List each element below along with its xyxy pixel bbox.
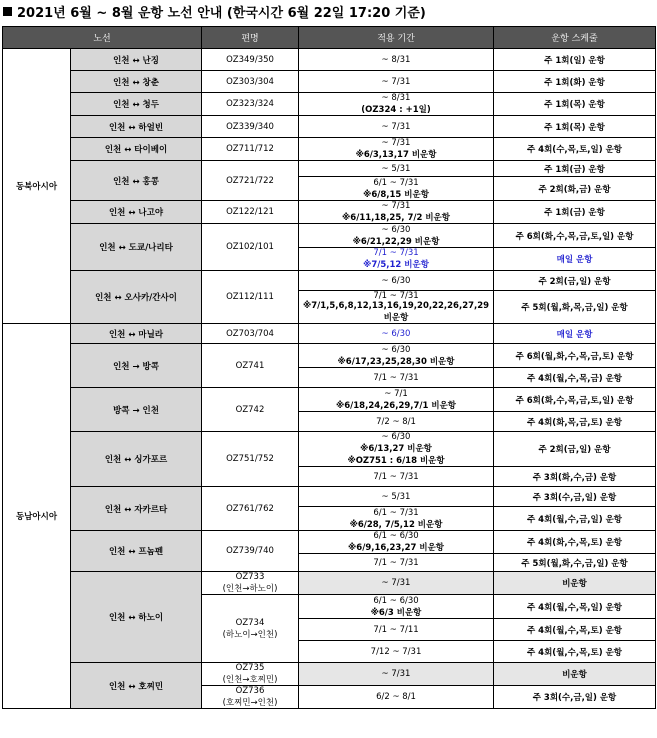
schedule-cell: 주 5회(월,화,수,금,일) 운항 bbox=[494, 554, 656, 572]
route-cell: 인천 ↔ 홍콩 bbox=[71, 161, 202, 201]
period-value: ~ 6/30 bbox=[381, 328, 411, 339]
route-cell: 인천 ↔ 하노이 bbox=[71, 572, 202, 663]
period-note: ※6/8,15 비운항 bbox=[363, 189, 429, 200]
route-cell: 인천 ↔ 싱가포르 bbox=[71, 432, 202, 487]
period-value: ~ 7/31 bbox=[381, 201, 411, 211]
table-row bbox=[3, 572, 656, 595]
period-cell bbox=[299, 291, 494, 324]
header-flight: 편명 bbox=[202, 27, 299, 49]
period-cell bbox=[299, 388, 494, 412]
period-note: ※6/18,24,26,29,7/1 비운항 bbox=[335, 400, 457, 411]
period-value: 6/1 ~ 7/31 bbox=[373, 177, 419, 188]
route-cell: 인천 ↔ 자카르타 bbox=[71, 487, 202, 531]
period-cell bbox=[299, 368, 494, 388]
period-value: 7/1 ~ 7/31 bbox=[373, 471, 419, 482]
period-cell bbox=[299, 432, 494, 467]
route-cell: 인천 ↔ 마닐라 bbox=[71, 324, 202, 344]
schedule-cell: 주 5회(월,화,목,금,일) 운항 bbox=[494, 291, 656, 324]
route-cell: 인천 ↔ 타이베이 bbox=[71, 138, 202, 161]
flight-cell: OZ761/762 bbox=[202, 487, 299, 531]
schedule-cell: 비운항 bbox=[494, 572, 656, 595]
period-note: ※6/3 비운항 bbox=[370, 607, 422, 618]
period-cell bbox=[299, 93, 494, 116]
route-cell: 인천 ↔ 난징 bbox=[71, 49, 202, 71]
period-cell bbox=[299, 531, 494, 554]
period-cell bbox=[299, 344, 494, 368]
flight-cell: OZ303/304 bbox=[202, 71, 299, 93]
flight-direction: (인천→호찌민) bbox=[222, 675, 278, 685]
route-cell: 인천 ↔ 오사카/간사이 bbox=[71, 271, 202, 324]
table-row bbox=[3, 93, 656, 116]
table-row bbox=[3, 138, 656, 161]
period-cell bbox=[299, 271, 494, 291]
period-cell: ~ 7/31 bbox=[299, 663, 494, 686]
flight-cell: OZ742 bbox=[202, 388, 299, 432]
schedule-cell: 주 1회(목) 운항 bbox=[494, 116, 656, 138]
schedule-cell: 주 2회(금,일) 운항 bbox=[494, 432, 656, 467]
period-cell bbox=[299, 224, 494, 248]
flight-direction: (인천→하노이) bbox=[222, 584, 278, 594]
page-title-text: 2021년 6월 ~ 8월 운항 노선 안내 (한국시간 6월 22일 17:20 기준) bbox=[17, 6, 426, 21]
schedule-cell: 주 4회(월,수,목,토) 운항 bbox=[494, 619, 656, 641]
schedule-cell: 주 3회(수,금,일) 운항 bbox=[494, 487, 656, 507]
table-row bbox=[3, 388, 656, 412]
route-cell: 인천 ↔ 호찌민 bbox=[71, 663, 202, 709]
flight-cell: OZ721/722 bbox=[202, 161, 299, 201]
period-value: ~ 6/30 bbox=[381, 344, 411, 355]
route-cell: 인천 ↔ 청두 bbox=[71, 93, 202, 116]
schedule-cell: 주 2회(화,금) 운항 bbox=[494, 177, 656, 201]
period-value: ~ 6/30 bbox=[381, 432, 411, 442]
schedule-cell: 주 1회(목) 운항 bbox=[494, 93, 656, 116]
period-note: (OZ324 : +1일) bbox=[361, 105, 431, 115]
flight-direction: (하노이→인천) bbox=[222, 629, 278, 640]
table-row bbox=[3, 161, 656, 177]
period-cell bbox=[299, 467, 494, 487]
header-schedule: 운항 스케줄 bbox=[494, 27, 656, 49]
period-cell bbox=[299, 248, 494, 271]
flight-number: OZ734 bbox=[235, 617, 265, 628]
table-row bbox=[3, 344, 656, 368]
table-row bbox=[3, 531, 656, 554]
period-value: ~ 8/31 bbox=[381, 93, 411, 103]
schedule-cell: 매일 운항 bbox=[494, 324, 656, 344]
schedule-cell: 비운항 bbox=[494, 663, 656, 686]
period-cell: 7/12 ~ 7/31 bbox=[299, 641, 494, 663]
period-cell bbox=[299, 49, 494, 71]
route-cell: 인천 ↔ 하얼빈 bbox=[71, 116, 202, 138]
period-cell: 6/2 ~ 8/1 bbox=[299, 686, 494, 709]
period-cell bbox=[299, 177, 494, 201]
period-value: 6/1 ~ 7/31 bbox=[373, 507, 419, 518]
period-cell bbox=[299, 412, 494, 432]
schedule-cell: 주 6회(화,수,목,금,토,일) 운항 bbox=[494, 224, 656, 248]
flight-cell: OZ122/121 bbox=[202, 201, 299, 224]
period-cell bbox=[299, 138, 494, 161]
route-cell: 방콕 → 인천 bbox=[71, 388, 202, 432]
header-period: 적용 기간 bbox=[299, 27, 494, 49]
period-value: ~ 8/31 bbox=[381, 54, 411, 65]
period-note: ※6/28, 7/5,12 비운항 bbox=[349, 519, 443, 530]
flight-cell: OZ102/101 bbox=[202, 224, 299, 271]
period-value: 6/1 ~ 6/30 bbox=[373, 595, 419, 606]
route-cell: 인천 ↔ 나고야 bbox=[71, 201, 202, 224]
schedule-cell: 주 4회(화,수,목,토) 운항 bbox=[494, 531, 656, 554]
period-value: 7/1 ~ 7/31 bbox=[373, 291, 419, 301]
table-row bbox=[3, 663, 656, 686]
schedule-cell: 주 4회(수,목,토,일) 운항 bbox=[494, 138, 656, 161]
flight-cell: OZ112/111 bbox=[202, 271, 299, 324]
flight-cell bbox=[202, 686, 299, 709]
schedule-cell: 주 4회(월,수,금,일) 운항 bbox=[494, 507, 656, 531]
route-cell: 인천 ↔ 창춘 bbox=[71, 71, 202, 93]
table-body bbox=[3, 49, 656, 709]
route-cell: 인천 ↔ 프놈펜 bbox=[71, 531, 202, 572]
period-cell bbox=[299, 161, 494, 177]
route-cell: 인천 ↔ 도쿄/나리타 bbox=[71, 224, 202, 271]
period-value: 7/1 ~ 7/31 bbox=[373, 372, 419, 383]
period-note: ※6/21,22,29 비운항 bbox=[352, 236, 440, 247]
period-value: 7/2 ~ 8/1 bbox=[376, 416, 416, 427]
schedule-cell: 주 2회(금,일) 운항 bbox=[494, 271, 656, 291]
flight-cell: OZ711/712 bbox=[202, 138, 299, 161]
period-value: ~ 7/31 bbox=[381, 121, 411, 132]
period-cell: ~ 7/31 bbox=[299, 572, 494, 595]
period-note: ※7/5,12 비운항 bbox=[363, 260, 429, 270]
table-row bbox=[3, 324, 656, 344]
period-cell bbox=[299, 201, 494, 224]
schedule-cell: 주 4회(월,수,목,일) 운항 bbox=[494, 595, 656, 619]
route-cell: 인천 → 방콕 bbox=[71, 344, 202, 388]
flight-cell: OZ741 bbox=[202, 344, 299, 388]
period-cell bbox=[299, 71, 494, 93]
schedule-table bbox=[2, 26, 656, 709]
schedule-cell: 주 1회(금) 운항 bbox=[494, 201, 656, 224]
schedule-cell: 주 1회(금) 운항 bbox=[494, 161, 656, 177]
period-value: 7/1 ~ 7/31 bbox=[373, 557, 419, 568]
period-value: ~ 7/31 bbox=[381, 76, 411, 87]
schedule-cell: 주 3회(화,수,금) 운항 bbox=[494, 467, 656, 487]
page-title bbox=[3, 3, 426, 25]
header-route: 노선 bbox=[3, 27, 202, 49]
schedule-cell: 주 6회(월,화,수,목,금,토) 운항 bbox=[494, 344, 656, 368]
period-cell bbox=[299, 487, 494, 507]
flight-cell bbox=[202, 663, 299, 686]
period-cell bbox=[299, 554, 494, 572]
table-row bbox=[3, 224, 656, 248]
period-cell bbox=[299, 595, 494, 619]
table-row bbox=[3, 116, 656, 138]
period-value: 6/1 ~ 6/30 bbox=[373, 531, 419, 541]
schedule-cell: 주 4회(월,수,목,토) 운항 bbox=[494, 641, 656, 663]
period-value: ~ 6/30 bbox=[381, 275, 411, 286]
table-row bbox=[3, 71, 656, 93]
period-note: ※6/13,27 비운항 bbox=[360, 444, 432, 454]
region-cell: 동북아시아 bbox=[3, 49, 71, 324]
flight-cell: OZ323/324 bbox=[202, 93, 299, 116]
flight-cell: OZ751/752 bbox=[202, 432, 299, 487]
period-note: ※6/17,23,25,28,30 비운항 bbox=[337, 356, 455, 367]
schedule-cell: 매일 운항 bbox=[494, 248, 656, 271]
period-note: ※7/1,5,6,8,12,13,16,19,20,22,26,27,29 비운항 bbox=[302, 301, 490, 323]
schedule-cell: 주 1회(화) 운항 bbox=[494, 71, 656, 93]
period-value: ~ 7/1 bbox=[384, 388, 408, 399]
flight-number: OZ736 bbox=[235, 686, 265, 696]
schedule-cell: 주 6회(화,수,목,금,토,일) 운항 bbox=[494, 388, 656, 412]
flight-direction: (호찌민→인천) bbox=[222, 698, 278, 708]
flight-number: OZ735 bbox=[235, 663, 265, 673]
flight-cell bbox=[202, 595, 299, 663]
region-cell: 동남아시아 bbox=[3, 324, 71, 709]
schedule-cell: 주 3회(수,금,일) 운항 bbox=[494, 686, 656, 709]
schedule-cell: 주 4회(월,수,목,금) 운항 bbox=[494, 368, 656, 388]
schedule-cell: 주 4회(화,목,금,토) 운항 bbox=[494, 412, 656, 432]
period-cell bbox=[299, 324, 494, 344]
table-header-row bbox=[3, 27, 656, 49]
period-value: ~ 5/31 bbox=[381, 491, 411, 502]
period-cell: 7/1 ~ 7/11 bbox=[299, 619, 494, 641]
period-cell bbox=[299, 507, 494, 531]
table-row bbox=[3, 49, 656, 71]
table-row bbox=[3, 271, 656, 291]
period-note: ※6/11,18,25, 7/2 비운항 bbox=[342, 213, 450, 223]
period-note: ※OZ751 : 6/18 비운항 bbox=[347, 456, 445, 466]
flight-cell: OZ349/350 bbox=[202, 49, 299, 71]
flight-number: OZ733 bbox=[235, 572, 265, 582]
period-note: ※6/9,16,23,27 비운항 bbox=[348, 543, 444, 553]
period-value: ~ 6/30 bbox=[381, 224, 411, 235]
square-bullet-icon bbox=[3, 7, 12, 16]
period-cell bbox=[299, 116, 494, 138]
schedule-cell: 주 1회(일) 운항 bbox=[494, 49, 656, 71]
flight-cell: OZ339/340 bbox=[202, 116, 299, 138]
flight-cell: OZ739/740 bbox=[202, 531, 299, 572]
flight-cell bbox=[202, 572, 299, 595]
period-value: ~ 5/31 bbox=[381, 163, 411, 174]
period-note: ※6/3,13,17 비운항 bbox=[355, 150, 437, 160]
table-row bbox=[3, 487, 656, 507]
flight-cell: OZ703/704 bbox=[202, 324, 299, 344]
table-row bbox=[3, 432, 656, 467]
period-value: ~ 7/31 bbox=[381, 138, 411, 148]
period-value: 7/1 ~ 7/31 bbox=[373, 248, 419, 258]
table-row bbox=[3, 201, 656, 224]
